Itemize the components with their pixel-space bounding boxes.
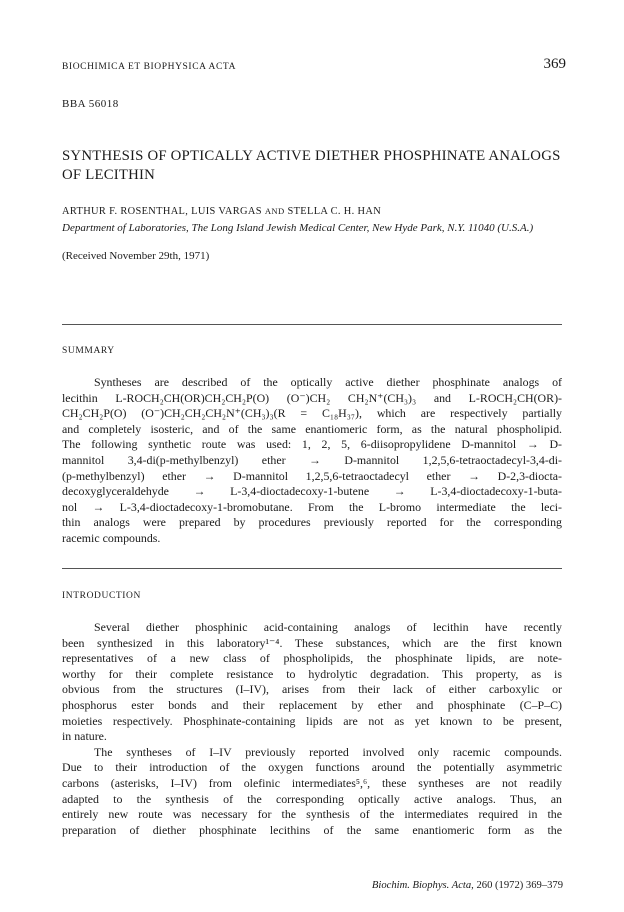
summary-line: CH₂CH₂P(O) (O⁻)CH₂CH₂CH₂N⁺(CH₃)₃(R = C₁₈H₃₇), which are respectively partially xyxy=(62,406,562,421)
summary-line: racemic compounds. xyxy=(62,530,161,545)
summary-line: nol → L-3,4-dioctadecoxy-1-bromobutane. From the L-bromo intermediate the leci- xyxy=(62,499,562,514)
author-conjunction: AND xyxy=(264,206,285,216)
introduction-heading: INTRODUCTION xyxy=(62,591,141,601)
intro-line: preparation of diether phosphinate lecithins of the same enantiomeric form as the xyxy=(62,822,562,837)
intro-line: phosphorus ester bonds and their replacement by ether and phosphinate (C–P–C) xyxy=(62,697,562,712)
author-list xyxy=(62,206,381,217)
intro-line: obvious from the structures (I–IV), arises from their lack of either carboxylic or xyxy=(62,682,562,697)
page-number: 369 xyxy=(543,56,566,72)
intro-line: Due to their introduction of the oxygen functions around the potentially asymmetric xyxy=(62,760,562,775)
article-code: BBA 56018 xyxy=(62,98,119,110)
section-divider xyxy=(62,324,562,325)
intro-line: entirely new route was necessary for the synthesis of the intermediates required in the xyxy=(62,807,562,822)
intro-line: moieties respectively. Phosphinate-containing lipids are not as yet known to be present, xyxy=(62,713,562,728)
intro-line: Several diether phosphinic acid-containing analogs of lecithin have recently xyxy=(94,620,562,634)
introduction-paragraph xyxy=(62,620,562,838)
summary-line: lecithin L-ROCH₂CH(OR)CH₂CH₂P(O) (O⁻)CH₂ CH₂N⁺(CH₃)₃ and L-ROCH₂CH(OR)- xyxy=(62,390,562,405)
summary-line: The following synthetic route was used: 1, 2, 5, 6-diisopropylidene D-mannitol → D- xyxy=(62,437,562,452)
author-names-2: STELLA C. H. HAN xyxy=(287,206,382,217)
affiliation: Department of Laboratories, The Long Island Jewish Medical Center, New Hyde Park, N.Y. 11040 (U.S.A.) xyxy=(62,222,534,234)
intro-line: carbons (asterisks, I–IV) from olefinic intermediates⁵,⁶, these syntheses are not readily xyxy=(62,775,562,790)
journal-name: BIOCHIMICA ET BIOPHYSICA ACTA xyxy=(62,62,237,72)
intro-line: worthy for their complete resistance to hydrolytic degradation. This property, as is xyxy=(62,666,562,681)
intro-line: been synthesized in this laboratory¹⁻⁴. These substances, which are the first known xyxy=(62,635,562,650)
summary-line: and completely isosteric, and of the same enantiomeric form, as the natural phospholipid. xyxy=(62,421,562,436)
article-title: SYNTHESIS OF OPTICALLY ACTIVE DIETHER PHOSPHINATE ANALOGS OF LECITHIN xyxy=(62,148,561,183)
summary-line: Syntheses are described of the optically active diether phosphinate analogs of xyxy=(94,375,562,389)
summary-line: decoxyglyceraldehyde → L-3,4-dioctadecoxy-1-butene → L-3,4-dioctadecoxy-1-buta- xyxy=(62,484,562,499)
journal-citation xyxy=(372,880,563,891)
summary-line: (p-methylbenzyl) ether → D-mannitol 1,2,5,6-tetraoctadecyl ether → D-2,3-diocta- xyxy=(62,468,562,483)
footer-journal: Biochim. Biophys. Acta, xyxy=(371,880,474,891)
section-divider xyxy=(62,568,562,569)
intro-line: adapted to the synthesis of the corresponding optically active analogs. Thus, an xyxy=(62,791,562,806)
intro-line: The syntheses of I–IV previously reported involved only racemic compounds. xyxy=(94,744,562,759)
intro-line: representatives of a new class of phospholipids, the phosphinate lipids, are note- xyxy=(62,651,562,666)
author-names-1: ARTHUR F. ROSENTHAL, LUIS VARGAS xyxy=(62,206,262,217)
intro-line: in nature. xyxy=(62,729,107,744)
summary-heading: SUMMARY xyxy=(62,346,115,356)
summary-line: mannitol 3,4-di(p-methylbenzyl) ether → D-mannitol 1,2,5,6-tetraoctadecyl-3,4-di- xyxy=(62,452,562,467)
summary-line: thin analogs were prepared by procedures previously reported for the corresponding xyxy=(62,515,562,530)
received-date: (Received November 29th, 1971) xyxy=(62,250,210,262)
footer-volume-pages: 260 (1972) 369–379 xyxy=(476,880,563,891)
summary-paragraph xyxy=(62,375,562,547)
